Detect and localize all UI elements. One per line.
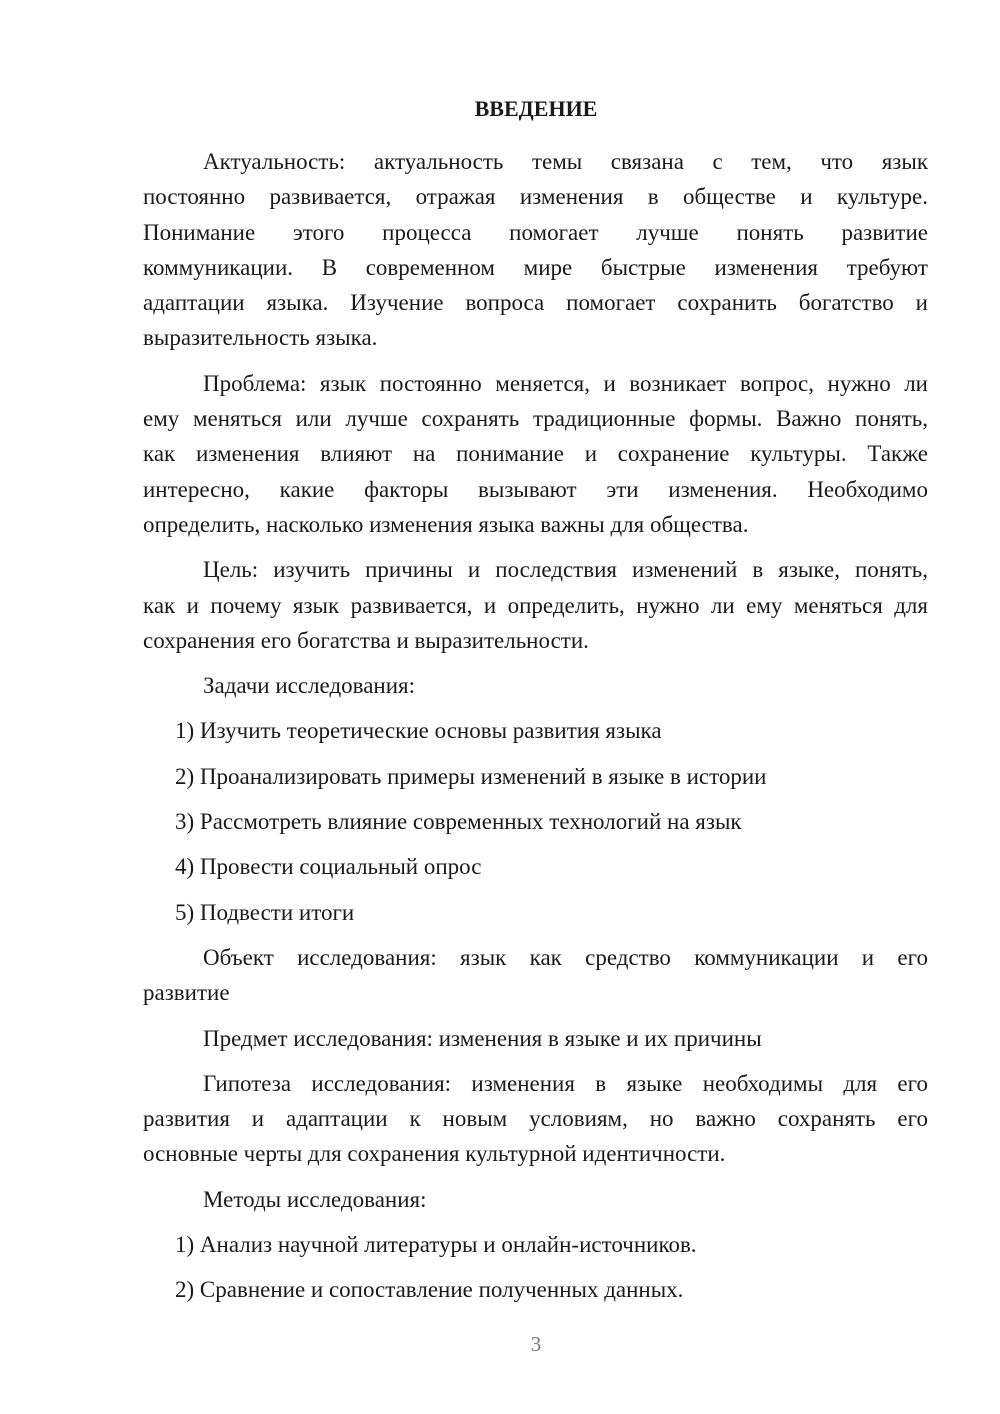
list-item [143,759,928,794]
text-line: постоянно развивается, отражая изменения в обществе и культуре. [143,184,928,210]
paragraph [143,552,928,658]
page-number: 3 [530,1332,542,1356]
section-heading: ВВЕДЕНИЕ [474,96,598,121]
text-line: интересно, какие факторы вызывают эти изменения. Необходимо [143,476,928,502]
text-line: Объект исследования: язык как средство коммуникации и его [203,944,928,970]
list-item [143,1227,928,1262]
text-line: 4) Провести социальный опрос [175,854,482,880]
text-line: Цель: изучить причины и последствия изменений в языке, понять, [203,557,928,583]
text-line: 3) Рассмотреть влияние современных технологий на язык [175,809,742,835]
text-line: как изменения влияют на понимание и сохранение культуры. Также [143,441,928,467]
text-line: Гипотеза исследования: изменения в языке необходимы для его [203,1070,928,1096]
paragraph [143,366,928,542]
text-line: выразительность языка. [143,325,378,351]
text-line: 2) Сравнение и сопоставление полученных данных. [175,1277,684,1303]
text-line: развитие [143,980,230,1006]
text-line: 1) Изучить теоретические основы развития языка [175,718,662,744]
document-body [143,144,928,1318]
text-line: 1) Анализ научной литературы и онлайн-источников. [175,1232,697,1258]
text-line: 5) Подвести итоги [175,899,355,925]
text-line: определить, насколько изменения языка важны для общества. [143,511,749,537]
list-item [143,1272,928,1307]
paragraph [143,1021,928,1056]
paragraph [143,144,928,356]
list-item [143,849,928,884]
text-line: основные черты для сохранения культурной идентичности. [143,1141,726,1167]
text-line: ему меняться или лучше сохранять традиционные формы. Важно понять, [143,406,928,432]
paragraph [143,1182,928,1217]
text-line: адаптации языка. Изучение вопроса помогает сохранить богатство и [143,290,928,316]
paragraph [143,668,928,703]
paragraph [143,940,928,1011]
list-item [143,713,928,748]
text-line: Задачи исследования: [203,673,416,699]
text-line: Понимание этого процесса помогает лучше понять развитие [143,219,928,245]
text-line: Методы исследования: [203,1186,427,1212]
list-item [143,895,928,930]
text-line: 2) Проанализировать примеры изменений в языке в истории [175,763,767,789]
text-line: Предмет исследования: изменения в языке и их причины [203,1025,762,1051]
text-line: сохранения его богатства и выразительности. [143,627,589,653]
text-line: развития и адаптации к новым условиям, но важно сохранять его [143,1106,928,1132]
list-item [143,804,928,839]
paragraph [143,1066,928,1172]
text-line: коммуникации. В современном мире быстрые изменения требуют [143,254,928,280]
text-line: Актуальность: актуальность темы связана с тем, что язык [203,149,928,174]
text-line: как и почему язык развивается, и определить, нужно ли ему меняться для [143,592,928,618]
text-line: Проблема: язык постоянно меняется, и возникает вопрос, нужно ли [203,370,928,396]
